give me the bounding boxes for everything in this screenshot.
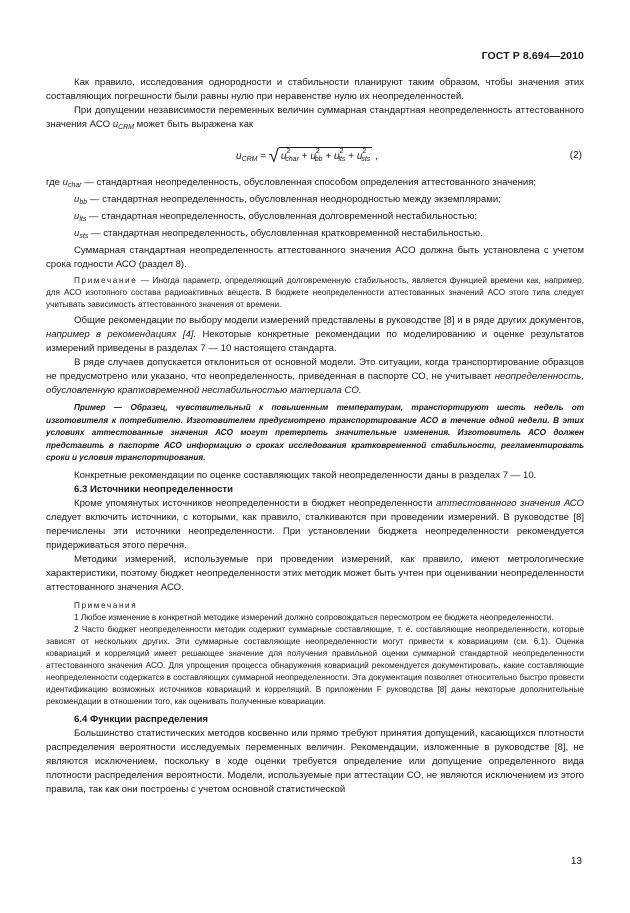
note-item-2: 2 Часто бюджет неопределенности методик содержит суммарные составляющие, т. е. составляющие неопределенности, которые зависят от нескольких других. Эти суммарные составляющие неопределенности могут привести к ковариациям (см. 6.1). Оценка ковариаций и корреляций имеет решающее значение для получения правильной оценки суммарной стандартной неопределенности аттестованного значения АСО. Для упрощения процесса обнаружения ковариаций рекомендуется документировать, какие составляющие неопределенности содержатся в составляющих суммарной неопределенности. Эта документация позволяет относительно быстро провести идентификацию возможных источников ковариаций и корреляций. В приложении F руководства [8] даны некоторые дополнительные рекомендации в отношении того, как оценивать полученные ковариации. (46, 624, 584, 706)
page-number: 13 (570, 856, 582, 867)
note-item-1: 1 Любое изменение в конкретной методике измерений должно сопровождаться пересмотром ее бюджета неопределенности. (74, 612, 554, 622)
section-6-4-heading: 6.4 Функции распределения (74, 713, 209, 725)
paragraph-6: Конкретные рекомендации по оценке составляющих такой неопределенности даны в разделах 7 — 10. (74, 469, 537, 481)
where-clause: где $u_{char}$ — стандартная неопределенность, обусловленная способом определения аттестованного значения; (46, 177, 537, 189)
standard-header: ГОСТ Р 8.694—2010 (481, 50, 584, 62)
radical-sign: √ (268, 146, 279, 166)
section-6-3-heading: 6.3 Источники неопределенности (74, 483, 234, 495)
paragraph-9: Большинство статистических методов косвенно или прямо требуют принятия допущений, касающихся плотности распределения вероятности исследуемых переменных величин. Рекомендации, изложенные в руководстве [8], не являются исключением, поскольку в ходе оценки требуется определение или допущение определенного вида плотности распределения вероятности. Модели, используемые при аттестации СО, не являются исключением из этого правила, так как они построены с учетом основной статистической (46, 727, 584, 795)
formula-expression: $u_{CRM}$ = √ $u^2_{char} + u^2_{bb} + u^2_{lts} + u^2_{sts}$ , (236, 146, 378, 166)
definition-sts: $u_{sts}$ — стандартная неопределенность, обусловленная кратковременной нестабильностью. (74, 228, 483, 240)
note-1: Примечание — Иногда параметр, определяющий долговременную стабильность, является функцией времени как, например, для АСО изотопного состава радиоактивных веществ. В бюджете неопределенности аттестованных значений АСО этого типа следует учитывать зависимость аттестованного значения от времени. (46, 276, 584, 309)
paragraph-3: Суммарная стандартная неопределенность аттестованного значения АСО должна быть установлена с учетом срока годности АСО (раздел 8). (46, 245, 584, 270)
intro-block (46, 76, 584, 135)
notes-heading: Примечания (74, 600, 138, 610)
main-block (46, 176, 584, 797)
definition-lts: $u_{lts}$ — стандартная неопределенность, обусловленная долговременной нестабильностью; (74, 211, 478, 223)
paragraph-4: Общие рекомендации по выбору модели измерений представлены в руководстве [8] и в ряде других документов, например в рекомендациях [4]. Некоторые конкретные рекомендации по моделированию и оценке результатов измерений приведены в разделах 7 — 10 настоящего стандарта. (46, 315, 584, 354)
paragraph-8: Методики измерений, используемые при проведении измерений, как правило, имеют метрологические характеристики, поэтому бюджет неопределенности этих методик может быть учтен при оценивании неопределенности аттестованного значения АСО. (46, 553, 584, 593)
formula-2 (0, 144, 630, 172)
paragraph-2: При допущении независимости переменных величин суммарная стандартная неопределенность аттестованного значения АСО $u_{CRM}$ может быть выражена как (46, 105, 584, 131)
example-block: Пример — Образец, чувствительный к повышенным температурам, транспортируют шесть недель от изготовителя к потребителю. Изготовителем предусмотрено транспортирование АСО в течение одной недели. В этих условиях аттестованные значения АСО могут претерпеть значительные изменения. Изготовитель АСО должен представить в паспорте АСО информацию о сроках исследования кратковременной стабильности, регламентировать сроки и условия транспортирования. (46, 403, 584, 462)
formula-number: (2) (569, 150, 582, 161)
paragraph-7: Кроме упомянутых источников неопределенности в бюджет неопределенности аттестованного значения АСО следует включить источники, с которыми, как правило, сталкиваются при проведении измерений. В руководстве [8] перечислены эти источники неопределенности. При установлении бюджета неопределенности рекомендуется придерживаться этого перечня. (46, 497, 585, 551)
definition-bb: $u_{bb}$ — стандартная неопределенность, обусловленная неоднородностью между экземплярами; (74, 194, 501, 206)
radicand: $u^2_{char} + u^2_{bb} + u^2_{lts} + u^2_{sts}$ (280, 148, 371, 163)
paragraph-5: В ряде случаев допускается отклониться от основной модели. Это ситуации, когда транспортирование образцов не предусмотрено или указано, что неопределенность, приведенная в паспорте СО, не учитывает неопределенность, обусловленную кратковременной нестабильностью материала СО. (46, 357, 584, 396)
paragraph-1: Как правило, исследования однородности и стабильности планируют таким образом, чтобы значения этих составляющих погрешности были равны нулю при неравенстве нулю их неопределенностей. (46, 77, 584, 102)
